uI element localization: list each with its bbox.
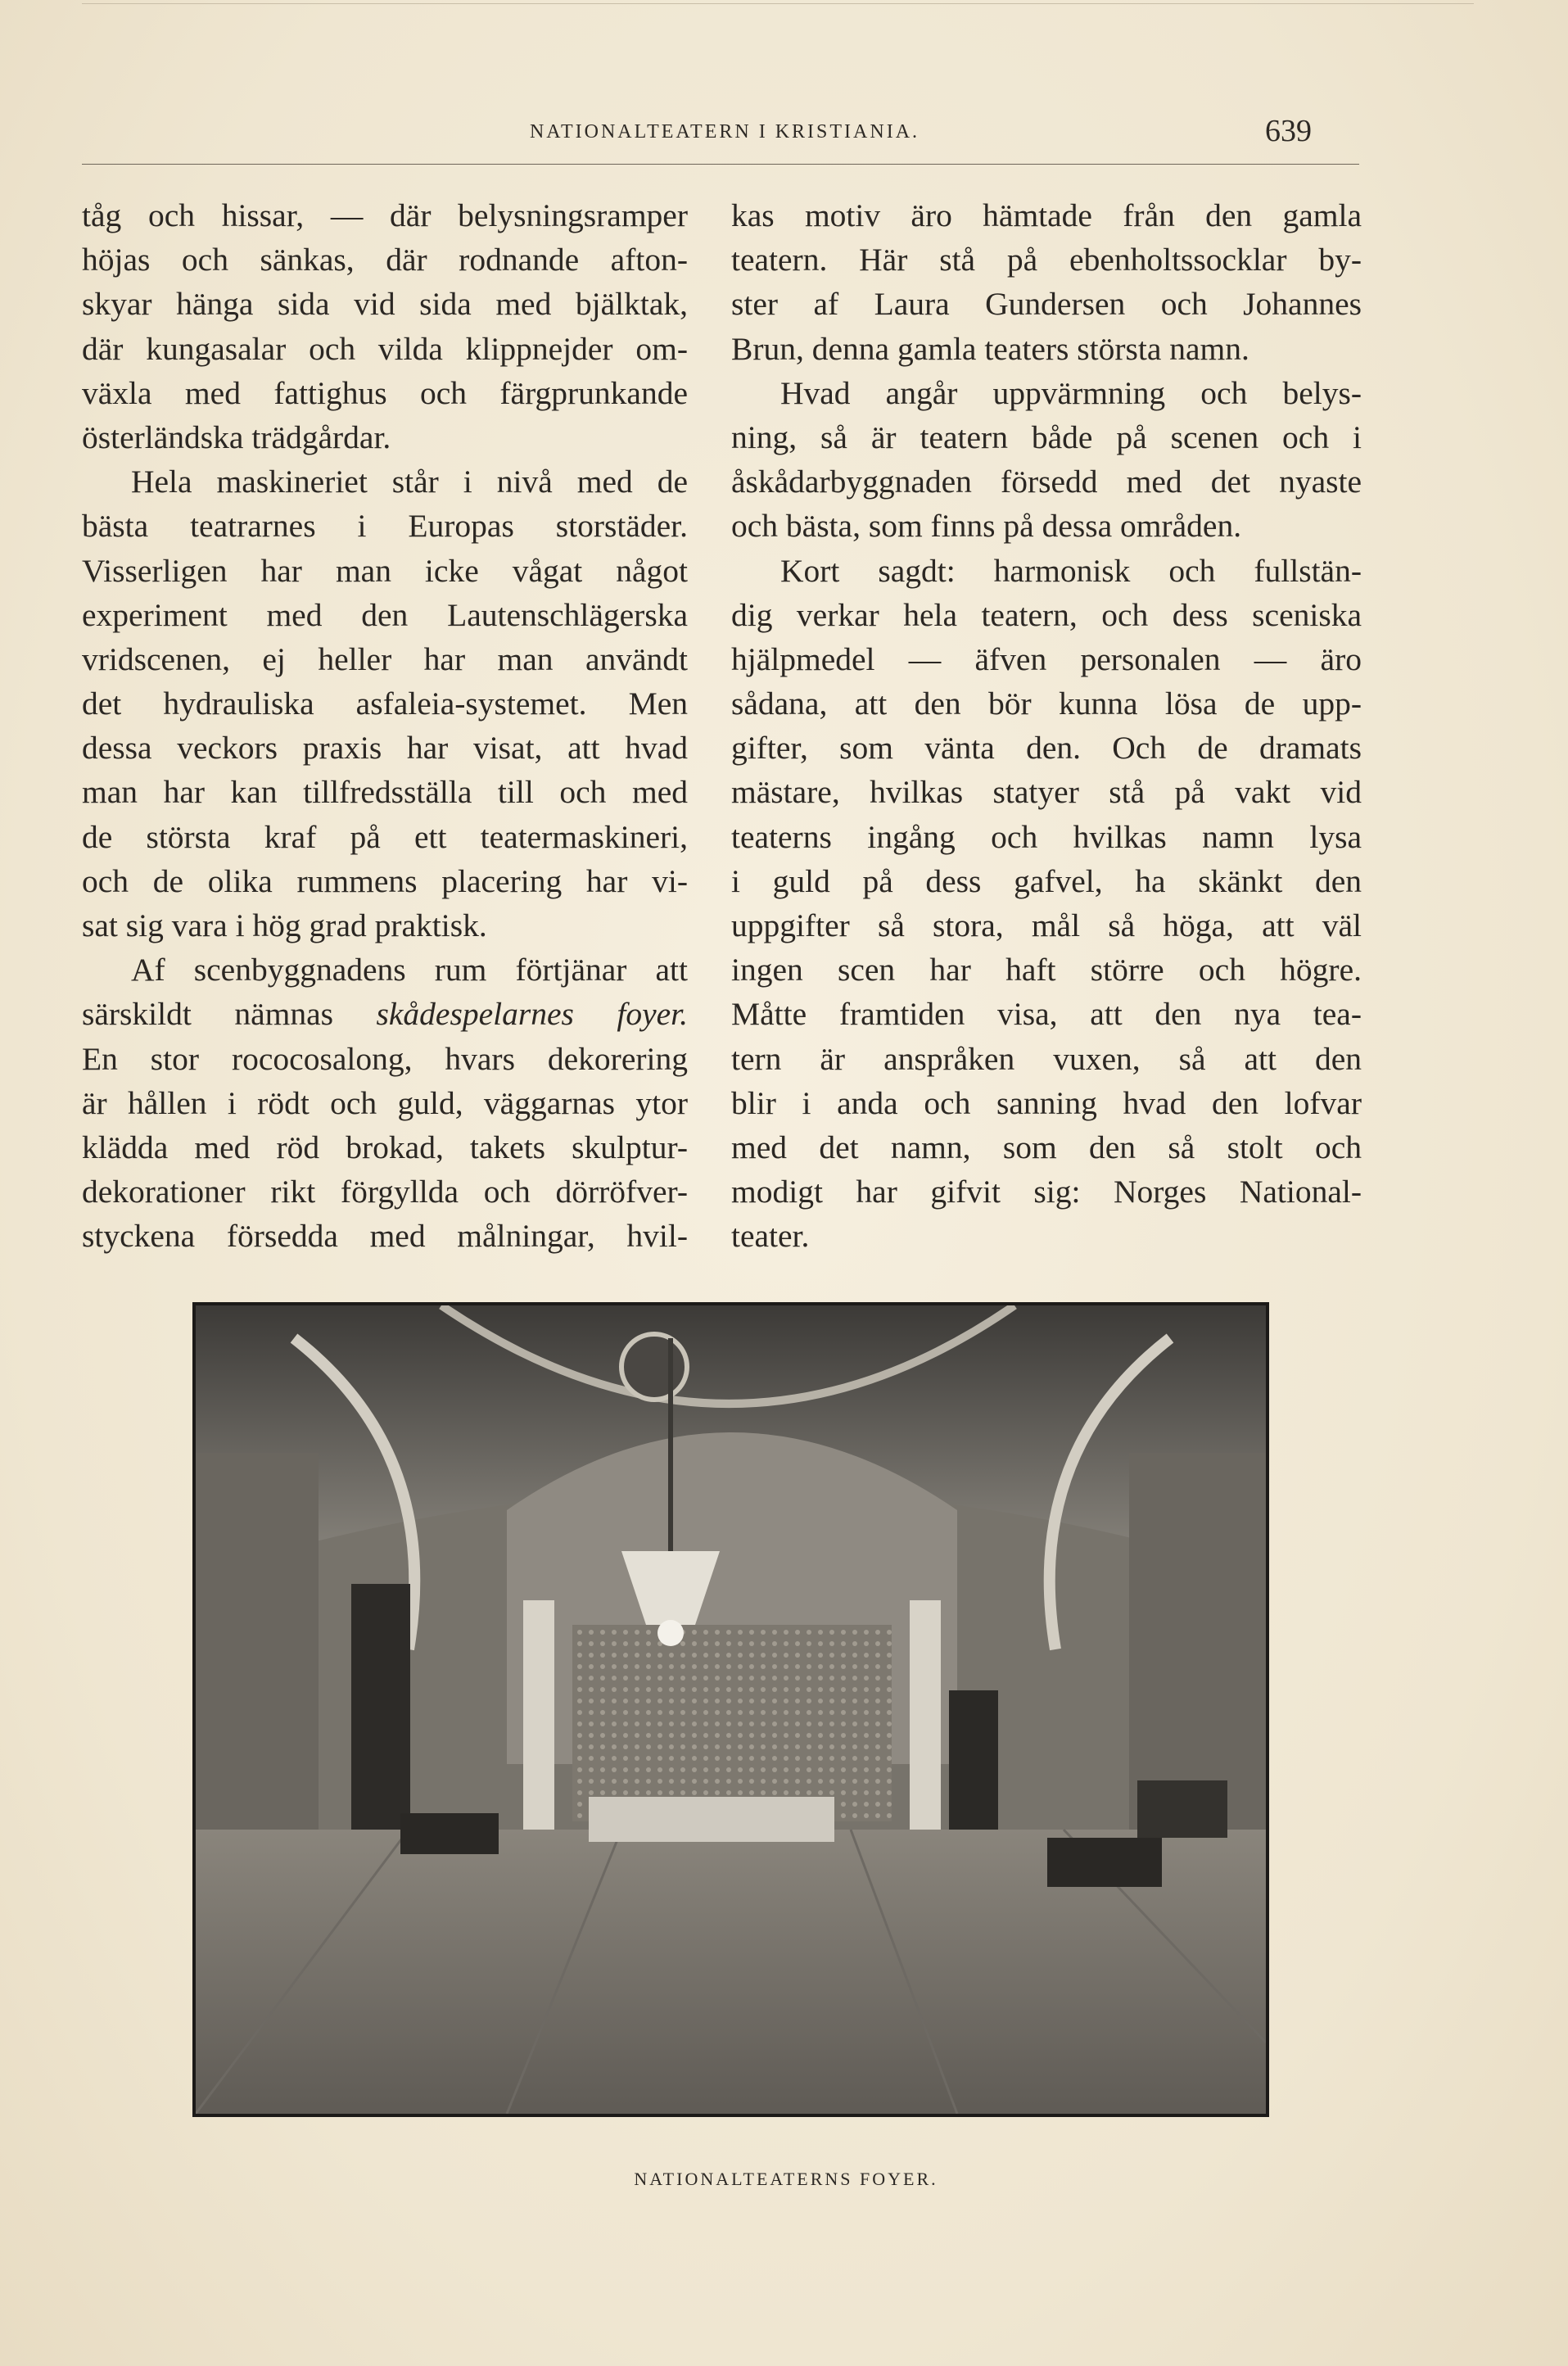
text-line bbox=[82, 327, 688, 371]
text-line bbox=[731, 415, 1362, 459]
text-line-body: dekorationer rikt förgyllda och dörröfver- bbox=[82, 1174, 688, 1210]
text-line-body: österländska trädgårdar. bbox=[82, 418, 391, 455]
text-line bbox=[82, 459, 688, 504]
text-line bbox=[731, 948, 1362, 992]
text-line-body: och bästa, som finns på dessa områden. bbox=[731, 508, 1242, 545]
text-line-body: det hydrauliska asfaleia-systemet. Men bbox=[82, 685, 688, 722]
text-line-body: teater. bbox=[731, 1218, 810, 1255]
text-line-body: man har kan tillfredsställa till och med bbox=[82, 774, 688, 811]
running-head: NATIONALTEATERN I KRISTIANIA. bbox=[529, 121, 920, 143]
text-line-body: med det namn, som den så stolt och bbox=[731, 1129, 1362, 1165]
text-line bbox=[82, 193, 688, 238]
text-line-body: ingen scen har haft större och högre. bbox=[731, 952, 1362, 988]
text-line bbox=[731, 593, 1362, 637]
figure-caption: NATIONALTEATERNS FOYER. bbox=[634, 2169, 938, 2189]
text-line-body: Brun, denna gamla teaters största namn. bbox=[731, 330, 1249, 367]
text-line-body: kas motiv äro hämtade från den gamla bbox=[731, 197, 1362, 233]
text-line bbox=[82, 681, 688, 726]
text-line-body: klädda med röd brokad, takets skulptur- bbox=[82, 1129, 688, 1165]
text-line-body: skyar hänga sida vid sida med bjälktak, bbox=[82, 286, 688, 323]
text-line bbox=[731, 992, 1362, 1036]
text-line-body: i guld på dess gafvel, ha skänkt den bbox=[731, 862, 1362, 899]
text-line-body: dessa veckors praxis har visat, att hvad bbox=[82, 730, 688, 767]
text-line bbox=[731, 1081, 1362, 1125]
text-line bbox=[82, 1169, 688, 1214]
text-line bbox=[82, 1125, 688, 1169]
text-line bbox=[731, 903, 1362, 948]
text-line bbox=[731, 637, 1362, 681]
text-line bbox=[82, 549, 688, 593]
text-line-body: dig verkar hela teatern, och dess sceniska bbox=[731, 596, 1362, 633]
text-line-body: höjas och sänkas, där rodnande afton- bbox=[82, 242, 688, 278]
text-line bbox=[731, 726, 1362, 770]
page-edge-rule bbox=[82, 3, 1474, 4]
text-line-body: vridscenen, ej heller har man användt bbox=[82, 640, 688, 677]
text-line bbox=[82, 238, 688, 282]
text-line-body: modigt har gifvit sig: Norges National- bbox=[731, 1174, 1362, 1210]
header-rule bbox=[82, 164, 1359, 165]
text-line-body: teatern. Här stå på ebenholtssocklar by- bbox=[731, 242, 1362, 278]
text-line-body: där kungasalar och vilda klippnejder om- bbox=[82, 330, 688, 367]
text-line bbox=[82, 415, 688, 459]
text-line bbox=[82, 815, 688, 859]
text-line bbox=[731, 459, 1362, 504]
text-line-body: sådana, att den bör kunna lösa de upp- bbox=[731, 685, 1362, 722]
text-line bbox=[82, 593, 688, 637]
text-line-body: och de olika rummens placering har vi- bbox=[82, 862, 688, 899]
text-line bbox=[731, 327, 1362, 371]
text-line-body: särskildt nämnas bbox=[82, 996, 377, 1033]
text-line-body: hjälpmedel — äfven personalen — äro bbox=[731, 640, 1362, 677]
text-line bbox=[731, 1169, 1362, 1214]
text-column-right bbox=[731, 193, 1362, 1259]
text-line bbox=[731, 815, 1362, 859]
text-line bbox=[731, 1125, 1362, 1169]
text-line bbox=[731, 681, 1362, 726]
text-line-body: experiment med den Lautenschlägerska bbox=[82, 596, 688, 633]
text-line bbox=[731, 549, 1362, 593]
text-line-body: En stor rococosalong, hvars dekorering bbox=[82, 1040, 688, 1077]
text-line bbox=[731, 1037, 1362, 1081]
text-line-body: växla med fattighus och färgprunkande bbox=[82, 374, 688, 411]
foyer-photograph-image bbox=[196, 1305, 1266, 2114]
text-line bbox=[731, 1214, 1362, 1258]
italic-phrase: skådespelarnes foyer. bbox=[376, 996, 689, 1033]
text-line-body: Måtte framtiden visa, att den nya tea- bbox=[731, 996, 1362, 1033]
text-line-body: de största kraf på ett teatermaskineri, bbox=[82, 818, 688, 855]
text-line-body: styckena försedda med målningar, hvil- bbox=[82, 1218, 688, 1255]
text-line-body: Kort sagdt: harmonisk och fullstän- bbox=[780, 552, 1362, 589]
text-line bbox=[82, 637, 688, 681]
text-line bbox=[82, 992, 688, 1036]
text-line bbox=[82, 903, 688, 948]
text-line bbox=[731, 238, 1362, 282]
text-line bbox=[82, 1214, 688, 1258]
text-line bbox=[731, 504, 1362, 548]
text-line-body: tern är anspråken vuxen, så att den bbox=[731, 1040, 1362, 1077]
text-line-body: teaterns ingång och hvilkas namn lysa bbox=[731, 818, 1362, 855]
text-line-body: bästa teatrarnes i Europas storstäder. bbox=[82, 508, 688, 545]
text-line-body: ning, så är teatern både på scenen och i bbox=[731, 418, 1362, 455]
text-line bbox=[731, 371, 1362, 415]
text-line bbox=[82, 504, 688, 548]
text-column-left bbox=[82, 193, 688, 1259]
text-line-body: är hållen i rödt och guld, väggarnas ytor bbox=[82, 1084, 688, 1121]
text-line bbox=[731, 859, 1362, 903]
text-line-body: mästare, hvilkas statyer stå på vakt vid bbox=[731, 774, 1362, 811]
text-line bbox=[82, 859, 688, 903]
text-line bbox=[82, 1081, 688, 1125]
page-number: 639 bbox=[1265, 114, 1312, 148]
text-line-body: Visserligen har man icke vågat något bbox=[82, 552, 688, 589]
text-line-body: tåg och hissar, — där belysningsramper bbox=[82, 197, 688, 233]
text-line-body: åskådarbyggnaden försedd med det nyaste bbox=[731, 464, 1362, 500]
text-line-body: blir i anda och sanning hvad den lofvar bbox=[731, 1084, 1362, 1121]
text-line bbox=[731, 193, 1362, 238]
text-line bbox=[82, 282, 688, 326]
foyer-photograph bbox=[192, 1302, 1269, 2117]
text-line bbox=[731, 282, 1362, 326]
text-line-body: gifter, som vänta den. Och de dramats bbox=[731, 730, 1362, 767]
text-line bbox=[82, 1037, 688, 1081]
text-line bbox=[731, 770, 1362, 814]
text-line-body: Hela maskineriet står i nivå med de bbox=[131, 464, 688, 500]
text-line-body: Af scenbyggnadens rum förtjänar att bbox=[131, 952, 688, 988]
text-line bbox=[82, 371, 688, 415]
text-line bbox=[82, 770, 688, 814]
text-line-body: sat sig vara i hög grad praktisk. bbox=[82, 907, 487, 943]
text-line bbox=[82, 948, 688, 992]
text-line-body: uppgifter så stora, mål så höga, att väl bbox=[731, 907, 1362, 943]
text-line-body: Hvad angår uppvärmning och belys- bbox=[780, 374, 1362, 411]
text-line bbox=[82, 726, 688, 770]
text-line-body: ster af Laura Gundersen och Johannes bbox=[731, 286, 1362, 323]
